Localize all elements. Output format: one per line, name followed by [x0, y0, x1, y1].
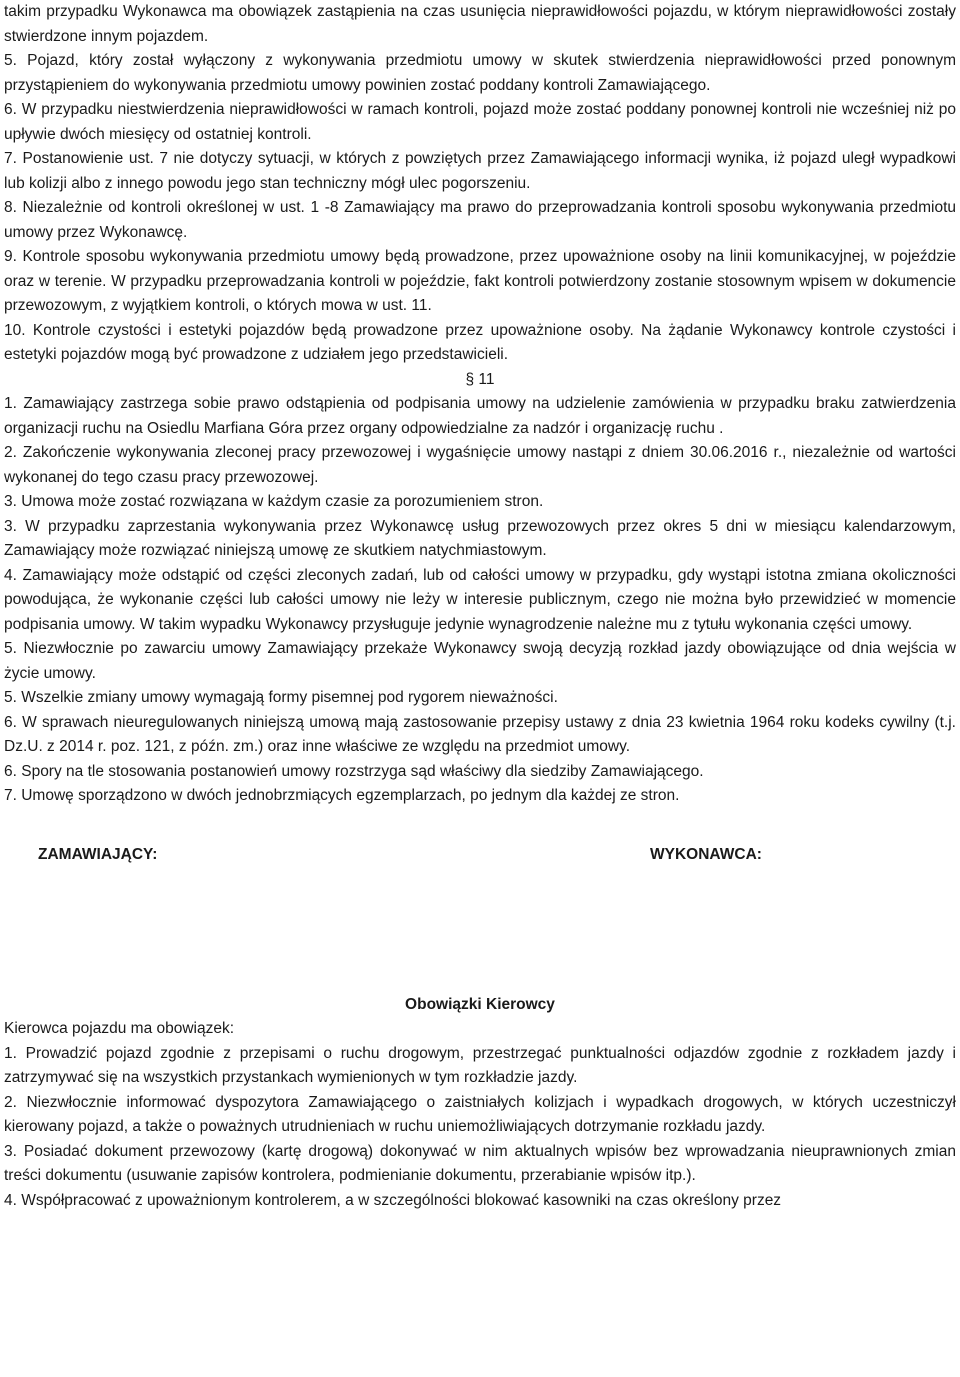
- signature-contractor: WYKONAWCA:: [650, 845, 762, 863]
- clause-10: 10. Kontrole czystości i estetyki pojazdów będą prowadzone przez upoważnione osoby. Na żądanie Wykonawcy kontrole czystości i estetyki pojazdów mogą być prowadzone z udziałem jego przedstawicieli.: [4, 321, 956, 363]
- section-mark: § 11: [465, 370, 495, 388]
- blank-space: [4, 933, 956, 993]
- annex-item: 4. Współpracować z upoważnionym kontrolerem, a w szczególności blokować kasowniki na czas określony przez: [4, 1191, 782, 1209]
- clause-8: 8. Niezależnie od kontroli określonej w ust. 1 -8 Zamawiający ma prawo do przeprowadzania kontroli sposobu wykonywania przedmiotu umowy przez Wykonawcę.: [4, 199, 956, 241]
- section-clause: 3. W przypadku zaprzestania wykonywania przez Wykonawcę usług przewozowych przez okres 5 dni w miesiącu kalendarzowym, Zamawiający może rozwiązać niniejszą umowę ze skutkiem natychmiastowym.: [4, 517, 956, 559]
- clause-7: 7. Postanowienie ust. 7 nie dotyczy sytuacji, w których z powziętych przez Zamawiającego informacji wynika, iż pojazd uległ wypadkowi lub kolizji albo z innego powodu jego stan techniczny mógł ulec pogorszeniu.: [4, 150, 956, 192]
- section-clause: 6. W sprawach nieuregulowanych niniejszą umową mają zastosowanie przepisy ustawy z dnia 23 kwietnia 1964 roku kodeks cywilny (t.j. Dz.U. z 2014 r. poz. 121, z późn. zm.) oraz inne właściwe ze względu na przedmiot umowy.: [4, 713, 956, 755]
- annex-item: 2. Niezwłocznie informować dyspozytora Zamawiającego o zaistniałych kolizjach i wypadkach drogowych, w których uczestniczył kierowany pojazd, a także o poważnych utrudnieniach w ruchu uniemożliwiających dotrzymanie rozkładu jazdy.: [4, 1093, 956, 1135]
- document-page: [4, 0, 956, 1213]
- section-11-clauses: [4, 392, 956, 809]
- contract-clauses-top: [4, 0, 956, 368]
- section-clause: 5. Wszelkie zmiany umowy wymagają formy pisemnej pod rygorem nieważności.: [4, 689, 558, 706]
- section-clause: 7. Umowę sporządzono w dwóch jednobrzmiących egzemplarzach, po jednym dla każdej ze stron.: [4, 787, 680, 804]
- annex-heading: Obowiązki Kierowcy: [405, 995, 555, 1013]
- annex-item: 3. Posiadać dokument przewozowy (kartę drogową) dokonywać w nim aktualnych wpisów bez wprowadzania nieuprawnionych zmian treści dokumentu (usuwanie zapisów kontrolera, podmienianie dokumentu, przerabianie wpisów itp.).: [4, 1142, 956, 1184]
- section-clause: 1. Zamawiający zastrzega sobie prawo odstąpienia od podpisania umowy na udzielenie zamówienia w przypadku braku zatwierdzenia organizacji ruchu na Osiedlu Marfiana Góra przez organy odpowiedzialne za nadzór i organizację ruchu .: [4, 395, 956, 437]
- clause-6: 6. W przypadku niestwierdzenia nieprawidłowości w ramach kontroli, pojazd może zostać poddany ponownej kontroli nie wcześniej niż po upływie dwóch miesięcy od ostatniej kontroli.: [4, 101, 956, 143]
- section-clause: 4. Zamawiający może odstąpić od części zleconych zadań, lub od całości umowy w przypadku, gdy wystąpi istotna zmiana okoliczności powodująca, że wykonanie części lub całości umowy nie leży w interesie publicznym, czego nie można było przewidzieć w momencie podpisania umowy. W takim wypadku Wykonawcy przysługuje jedynie wynagrodzenie należne mu z tytułu wykonania części umowy.: [4, 566, 956, 633]
- annex-intro: Kierowca pojazdu ma obowiązek:: [4, 1020, 235, 1037]
- annex-item: 1. Prowadzić pojazd zgodnie z przepisami o ruchu drogowym, przestrzegać punktualności odjazdów zgodnie z rozkładem jazdy i zatrzymywać się na wszystkich przystankach wymienionych w tym rozkładzie jazdy.: [4, 1044, 956, 1086]
- driver-duties-annex: [4, 993, 956, 1214]
- section-clause: 5. Niezwłocznie po zawarciu umowy Zamawiający przekaże Wykonawcy swoją decyzją rozkład jazdy obowiązujące od dnia wejścia w życie umowy.: [4, 640, 956, 682]
- section-clause: 6. Spory na tle stosowania postanowień umowy rozstrzyga sąd właściwy dla siedziby Zamawiającego.: [4, 762, 704, 780]
- section-clause: 2. Zakończenie wykonywania zleconej pracy przewozowej i wygaśnięcie umowy nastąpi z dniem 30.06.2016 r., niezależnie od wartości wykonanej do tego czasu pracy przewozowej.: [4, 444, 956, 486]
- clause-9: 9. Kontrole sposobu wykonywania przedmiotu umowy będą prowadzone, przez upoważnione osoby na linii komunikacyjnej, w pojeździe oraz w terenie. W przypadku przeprowadzania kontroli w pojeździe, fakt kontroli potwierdzony zostanie stosownym wpisem w dokumencie przewozowym, z wyjątkiem kontroli, o których mowa w ust. 11.: [4, 248, 956, 314]
- signature-block: [4, 843, 956, 933]
- clause-5: 5. Pojazd, który został wyłączony z wykonywania przedmiotu umowy w skutek stwierdzenia nieprawidłowości przed ponownym przystąpieniem do wykonywania przedmiotu umowy powinien zostać poddany kontroli Zamawiającego.: [4, 52, 956, 94]
- signature-ordering-party: ZAMAWIAJĄCY:: [38, 845, 158, 863]
- section-clause: 3. Umowa może zostać rozwiązana w każdym czasie za porozumieniem stron.: [4, 493, 544, 510]
- clause-continuation: takim przypadku Wykonawca ma obowiązek zastąpienia na czas usunięcia nieprawidłowości pojazdu, w którym nieprawidłowości zostały stwierdzone innym pojazdem.: [4, 3, 956, 45]
